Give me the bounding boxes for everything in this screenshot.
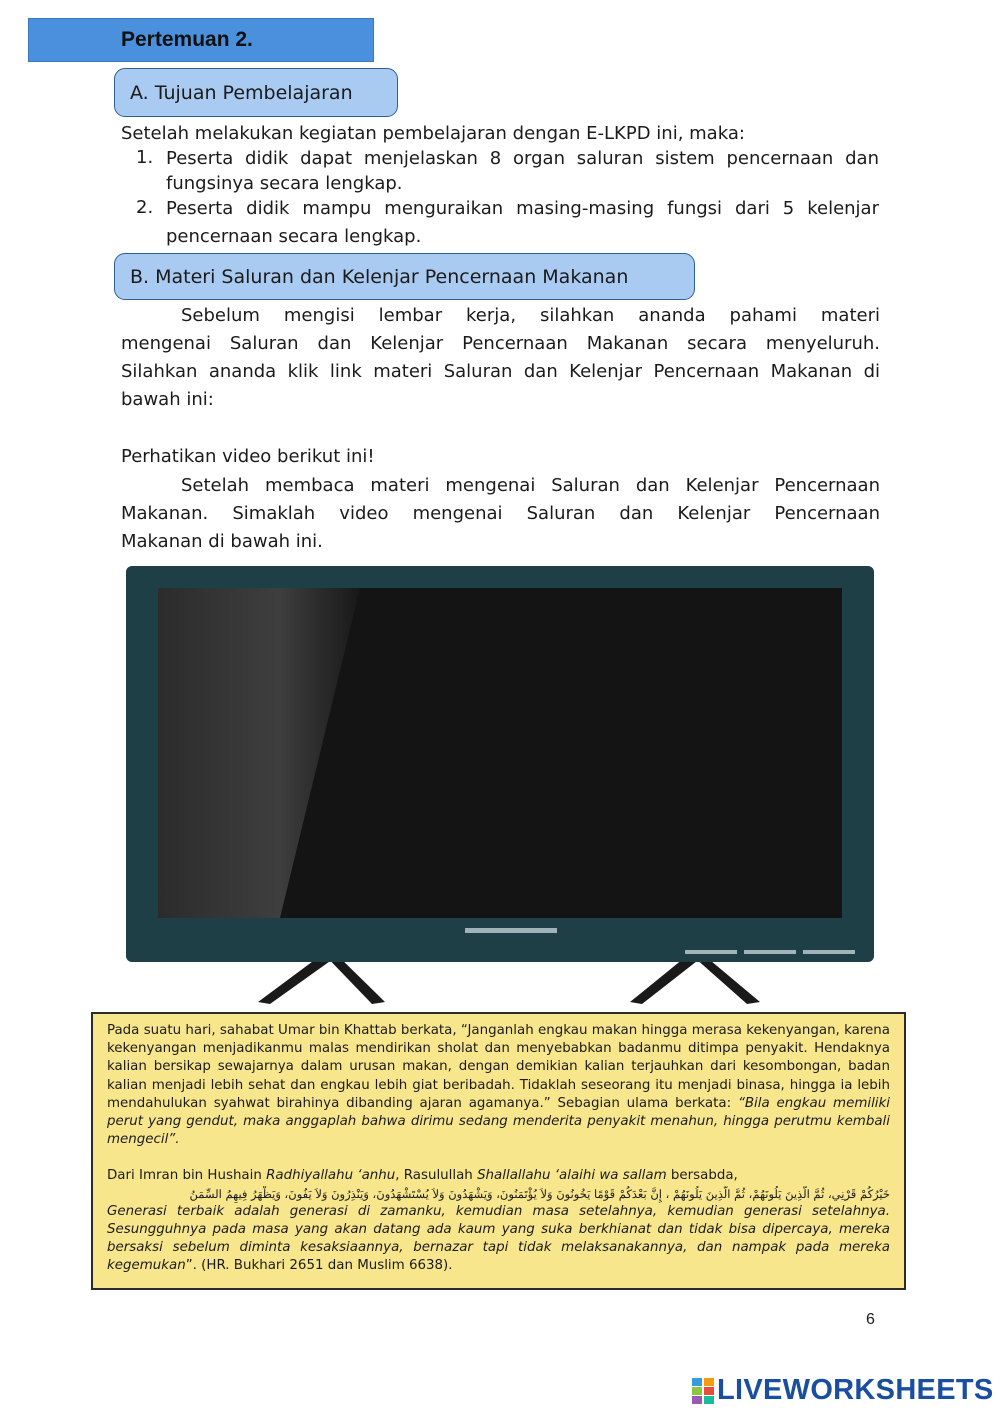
- tv-button: [744, 950, 796, 954]
- paragraph-line: Sebelum mengisi lembar kerja, silahkan ananda pahami materi: [181, 305, 880, 326]
- paragraph-line: Silahkan ananda klik link materi Saluran dan Kelenjar Pencernaan Makanan di: [121, 361, 880, 382]
- narrator-text: , Rasulullah: [395, 1168, 478, 1184]
- liveworksheets-logo[interactable]: [692, 1374, 994, 1407]
- arabic-hadith: خَيْرُكُمْ قَرْنِي، ثُمَّ الَّذِينَ يَلُونَهُمْ، ثُمَّ الَّذِينَ يَلُونَهُمْ ، إِنَّ بَعْدَكُمْ قَوْمًا يَخُونُونَ وَلاَ يُؤْتَمَنُونَ، وَيَشْهَدُونَ وَلاَ يُسْتَشْهَدُونَ، وَيَنْذِرُونَ وَلاَ يَفُونَ، وَيَظْهَرُ فِيهِمُ السِّمَنُ: [189, 1186, 890, 1201]
- brand-name: LIVEWORKSHEETS: [717, 1374, 994, 1406]
- section-a-heading: [114, 68, 398, 117]
- paragraph-line: Setelah membaca materi mengenai Saluran dan Kelenjar Pencernaan: [181, 475, 880, 496]
- television-icon[interactable]: [120, 562, 880, 1010]
- quote-text: Pada suatu hari, sahabat Umar bin Khattab berkata, “Janganlah engkau makan hingga merasa kekenyangan, karena kekenyangan menjadikanmu malas mendirikan sholat dan menyebabkan badanmu ditimpa penyakit. Hendaknya kalian bersikap sewajarnya dalam urusan makan, dengan demikian kalian terjauhkan dari kesombongan, badan kalian menjadi lebih sehat dan engkau lebih giat beribadah. Tidaklah seseorang itu menjadi binasa, hingga ia lebih mendahulukan syahwat birahinya dibanding ajaran agamanya.” Sebagian ulama berkata:: [107, 1023, 890, 1111]
- tv-button: [803, 950, 855, 954]
- objective-text-line: Peserta didik dapat menjelaskan 8 organ saluran sistem pencernaan dan: [166, 148, 879, 169]
- translation-italic: Generasi terbaik adalah generasi di zamanku, kemudian masa setelahnya, kemudian generasi setelahnya. Sesungguhnya pada masa yang akan datang ada kaum yang suka berkhianat dan tidak bisa dipercaya, mereka bersaksi sebelum diminta kesaksiaannya, bernazar tapi tidak melaksanakannya, dan nampak pada mereka kegemukan: [107, 1203, 890, 1274]
- section-a-intro: Setelah melakukan kegiatan pembelajaran dengan E-LKPD ini, maka:: [121, 123, 745, 144]
- paragraph-line: Makanan. Simaklah video mengenai Saluran dan Kelenjar Pencernaan: [121, 503, 880, 524]
- page-number: 6: [866, 1311, 875, 1328]
- narrator-italic: Shallallahu ‘alaihi wa sallam: [477, 1168, 667, 1184]
- tv-button: [685, 950, 737, 954]
- objective-text-line: Peserta didik mampu menguraikan masing-masing fungsi dari 5 kelenjar: [166, 198, 879, 219]
- objective-number: 2.: [136, 197, 154, 218]
- narrator-text: Dari Imran bin Hushain: [107, 1168, 267, 1184]
- video-prompt: Perhatikan video berikut ini!: [121, 446, 375, 467]
- hadith-quote-box: [91, 1012, 906, 1290]
- section-b-heading: [114, 253, 695, 300]
- narrator-italic: Radhiyallahu ‘anhu: [266, 1168, 396, 1184]
- narrator-line: [107, 1167, 890, 1185]
- objective-text-line: pencernaan secara lengkap.: [166, 226, 422, 247]
- section-b-label: B. Materi Saluran dan Kelenjar Pencernaan Makanan: [130, 265, 629, 288]
- tv-logo-bar: [465, 928, 557, 933]
- translation-paragraph: [107, 1203, 890, 1276]
- quote-paragraph: [107, 1022, 890, 1149]
- objective-text-line: fungsinya secara lengkap.: [166, 173, 403, 194]
- section-b-paragraph-1: [121, 302, 880, 414]
- narrator-text: bersabda,: [666, 1168, 738, 1184]
- page-title: Pertemuan 2.: [121, 28, 253, 51]
- section-b-paragraph-2: [121, 472, 880, 556]
- objective-number: 1.: [136, 147, 154, 168]
- paragraph-line: mengenai Saluran dan Kelenjar Pencernaan Makanan secara menyeluruh.: [121, 333, 880, 354]
- paragraph-line: Makanan di bawah ini.: [121, 531, 323, 552]
- hadith-source: ”. (HR. Bukhari 2651 dan Muslim 6638).: [185, 1258, 453, 1274]
- quote-italic-text: “Bila engkau memiliki perut yang gendut, maka anggaplah bahwa dirimu sedang menderita penyakit menahun, hingga perutmu kembali mengecil”.: [107, 1095, 890, 1148]
- paragraph-line: bawah ini:: [121, 389, 214, 410]
- section-a-label: A. Tujuan Pembelajaran: [130, 81, 353, 104]
- liveworksheets-logo-icon: [692, 1378, 714, 1404]
